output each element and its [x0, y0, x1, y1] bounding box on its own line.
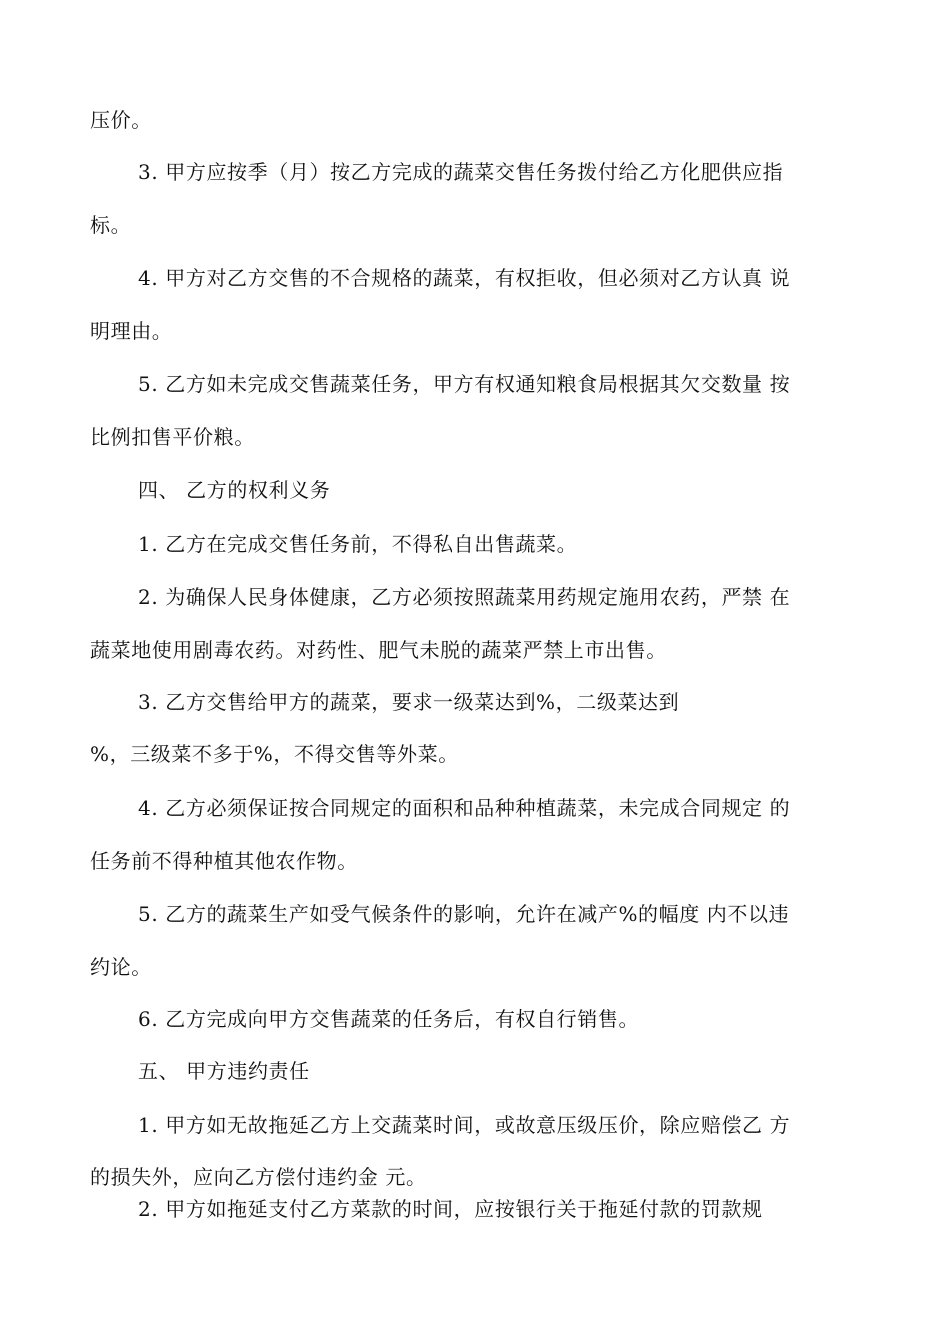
text-line: 比例扣售平价粮。 — [90, 425, 255, 449]
text-line: 1. 甲方如无故拖延乙方上交蔬菜时间，或故意压级压价，除应赔偿乙 方 — [138, 1113, 791, 1137]
text-line: 3. 乙方交售给甲方的蔬菜，要求一级菜达到%，二级菜达到 — [138, 690, 680, 714]
text-line: 2. 为确保人民身体健康，乙方必须按照蔬菜用药规定施用农药，严禁 在 — [138, 585, 791, 609]
text-line: 压价。 — [90, 108, 152, 132]
text-line: 2. 甲方如拖延支付乙方菜款的时间，应按银行关于拖延付款的罚款规 — [138, 1197, 763, 1221]
text-line: 约论。 — [90, 955, 152, 979]
text-line: %，三级菜不多于%，不得交售等外菜。 — [90, 742, 459, 766]
text-line: 3. 甲方应按季（月）按乙方完成的蔬菜交售任务拨付给乙方化肥供应指 — [138, 160, 784, 184]
text-line: 4. 乙方必须保证按合同规定的面积和品种种植蔬菜，未完成合同规定 的 — [138, 796, 791, 820]
text-line: 的损失外，应向乙方偿付违约金 元。 — [90, 1165, 427, 1189]
section-heading: 五、 甲方违约责任 — [138, 1059, 310, 1083]
text-line: 4. 甲方对乙方交售的不合规格的蔬菜，有权拒收，但必须对乙方认真 说 — [138, 266, 791, 290]
text-line: 蔬菜地使用剧毒农药。对药性、肥气未脱的蔬菜严禁上市出售。 — [90, 638, 667, 662]
text-line: 标。 — [90, 213, 132, 237]
section-heading: 四、 乙方的权利义务 — [138, 478, 331, 502]
text-line: 6. 乙方完成向甲方交售蔬菜的任务后，有权自行销售。 — [138, 1007, 640, 1031]
text-line: 1. 乙方在完成交售任务前，不得私自出售蔬菜。 — [138, 532, 578, 556]
text-line: 明理由。 — [90, 319, 173, 343]
text-line: 5. 乙方如未完成交售蔬菜任务，甲方有权通知粮食局根据其欠交数量 按 — [138, 372, 791, 396]
text-line: 任务前不得种植其他农作物。 — [90, 849, 358, 873]
text-line: 5. 乙方的蔬菜生产如受气候条件的影响，允许在减产%的幅度 内不以违 — [138, 902, 790, 926]
